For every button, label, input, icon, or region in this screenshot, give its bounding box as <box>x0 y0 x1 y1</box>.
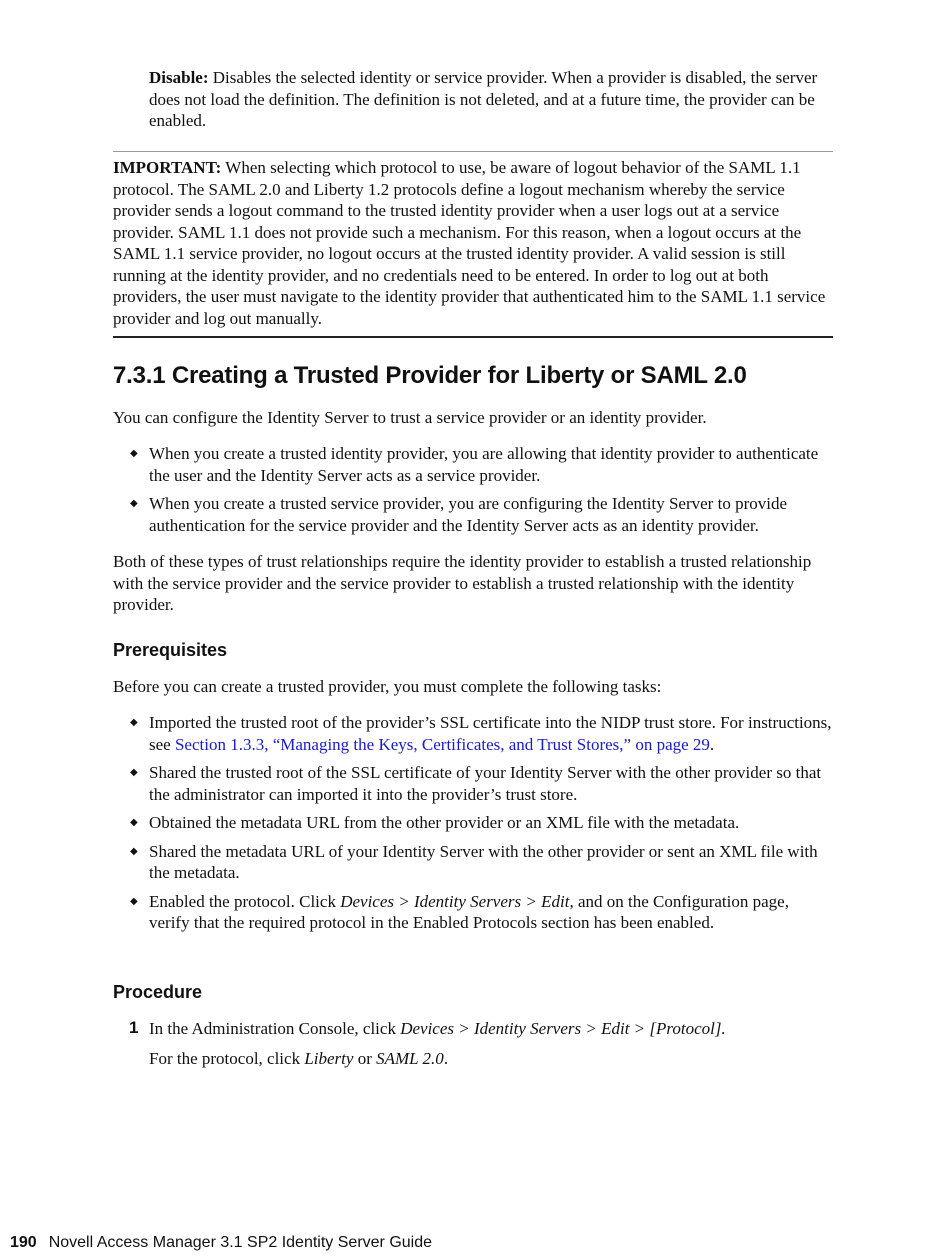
list-item: ◆ Enabled the protocol. Click Devices > Identity Servers > Edit, and on the Configuration page, verify that the required protocol in the Enabled Protocols section has been enabled. <box>130 891 789 932</box>
protocol-saml: SAML 2.0 <box>376 1048 444 1068</box>
trust-type-list <box>113 443 833 536</box>
section-link[interactable]: Section 1.3.3, “Managing the Keys, Certificates, and Trust Stores,” on page 29 <box>174 734 710 754</box>
list-item: ◆ Shared the metadata URL of your Identity Server with the other provider or sent an XML file with the metadata. <box>130 841 818 882</box>
bullet-icon: ◆ <box>130 498 138 509</box>
menu-path: Devices > Identity Servers > Edit <box>340 891 570 911</box>
menu-path: Devices > Identity Servers > Edit > [Protocol]. <box>400 1019 726 1038</box>
bullet-icon: ◆ <box>130 717 138 728</box>
important-note <box>113 151 833 338</box>
disable-paragraph <box>149 67 839 132</box>
section-intro: You can configure the Identity Server to trust a service provider or an identity provider. <box>113 408 707 427</box>
page-number: 190 <box>10 1234 37 1251</box>
section-heading: 7.3.1 Creating a Trusted Provider for Liberty or SAML 2.0 <box>113 362 747 389</box>
prerequisites-heading: Prerequisites <box>113 640 228 660</box>
step-number: 1 <box>129 1018 139 1037</box>
list-item: ◆ When you create a trusted service provider, you are configuring the Identity Server to provide authentication for the service provider and the Identity Server acts as an identity provider. <box>130 494 787 535</box>
list-item: ◆ When you create a trusted identity provider, you are allowing that identity provider to authenticate the user and the Identity Server acts as a service provider. <box>130 444 819 485</box>
list-item: ◆ Shared the trusted root of the SSL certificate of your Identity Server with the other provider so that the administrator can imported it into the provider’s trust store. <box>130 763 822 804</box>
important-text: When selecting which protocol to use, be aware of logout behavior of the SAML 1.1 protocol. The SAML 2.0 and Liberty 1.2 protocols define a logout mechanism whereby the service provider sends a logout command to the trusted identity provider when a user logs out at a service provider. SAML 1.1 does not provide such a mechanism. For this reason, when a logout occurs at the SAML 1.1 service provider, no logout occurs at the trusted identity provider. A valid session is still running at the identity provider, and no credentials need to be entered. In order to log out at both providers, the user must navigate to the identity provider that authenticated him to the SAML 1.1 service provider and log out manually. <box>113 158 826 328</box>
document-title: Novell Access Manager 3.1 SP2 Identity Server Guide <box>48 1234 433 1251</box>
bullet-icon: ◆ <box>130 895 138 907</box>
bullet-icon: ◆ <box>130 767 138 778</box>
disable-label: Disable: <box>149 68 209 87</box>
procedure-heading: Procedure <box>113 982 203 1002</box>
bullet-icon: ◆ <box>130 845 138 857</box>
list-item: ◆ Obtained the metadata URL from the other provider or an XML file with the metadata. <box>130 813 740 832</box>
trust-relationship-paragraph: Both of these types of trust relationships require the identity provider to establish a trusted relationship with the service provider and the service provider to establish a trusted relationship with the identity provider. <box>113 552 812 614</box>
disable-text: Disables the selected identity or service provider. When a provider is disabled, the server does not load the definition. The definition is not deleted, and at a future time, the provider can be enabled. <box>149 68 818 130</box>
important-label: IMPORTANT: <box>113 158 222 177</box>
protocol-liberty: Liberty <box>304 1048 354 1068</box>
prerequisites-list <box>113 712 833 934</box>
list-item: ◆ Imported the trusted root of the provider’s SSL certificate into the NIDP trust store. For instructions, see Section 1.3.3, “Managing the Keys, Certificates, and Trust Stores,” on page 29. <box>130 713 832 754</box>
bullet-icon: ◆ <box>130 448 138 459</box>
prerequisites-intro: Before you can create a trusted provider, you must complete the following tasks: <box>113 677 662 696</box>
procedure-step-1: 1 In the Administration Console, click Devices > Identity Servers > Edit > [Protocol]. For the protocol, click Liberty or SAML 2.0. <box>129 1018 726 1068</box>
page-footer <box>10 1234 432 1252</box>
bullet-icon: ◆ <box>130 817 138 828</box>
